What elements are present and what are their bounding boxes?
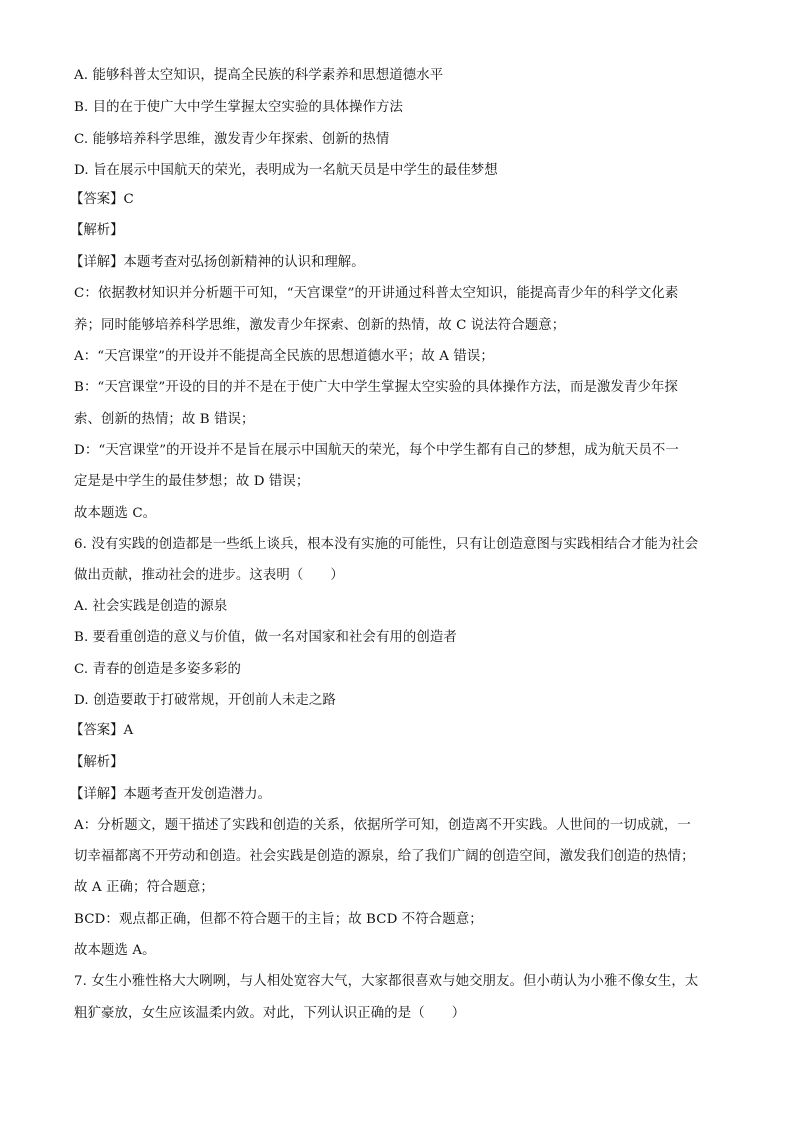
q7-stem-line: 7. 女生小雅性格大大咧咧，与人相处宽容大气，大家都很喜欢与她交朋友。但小萌认为小雅不像女生，太	[74, 974, 699, 989]
q5-conclusion: 故本题选 C。	[74, 506, 157, 521]
q6-stem-line: 6. 没有实践的创造都是一些纸上谈兵，根本没有实施的可能性，只有让创造意图与实践相结合才能为社会	[74, 537, 699, 552]
q6-option-c: C. 青春的创造是多姿多彩的	[74, 662, 241, 677]
q6-explanation-line: BCD：观点都正确，但都不符合题干的主旨；故 BCD 不符合题意；	[74, 912, 483, 927]
q5-explanation-line: C：依据教材知识并分析题干可知，“天宫课堂”的开讲通过科普太空知识，能提高青少年的科学文化素	[74, 286, 679, 301]
q5-explanation-line: B：“天宫课堂”开设的目的并不是在于使广大中学生掌握太空实验的具体操作方法，而是激发青少年探	[74, 380, 678, 395]
q5-option-b: B. 目的在于使广大中学生掌握太空实验的具体操作方法	[74, 100, 403, 115]
q6-option-b: B. 要看重创造的意义与价值，做一名对国家和社会有用的创造者	[74, 630, 457, 645]
q6-option-a: A. 社会实践是创造的源泉	[74, 599, 228, 614]
q7-stem-line: 粗犷豪放，女生应该温柔内敛。对此，下列认识正确的是（ ）	[74, 1006, 466, 1021]
q6-analysis-label: 【解析】	[70, 755, 124, 770]
q6-answer: 【答案】A	[70, 723, 134, 738]
q5-option-a: A. 能够科普太空知识，提高全民族的科学素养和思想道德水平	[74, 68, 444, 83]
q5-detail: 【详解】本题考查对弘扬创新精神的认识和理解。	[70, 255, 365, 270]
q6-detail: 【详解】本题考查开发创造潜力。	[70, 787, 271, 802]
q5-explanation-line: 养；同时能够培养科学思维，激发青少年探索、创新的热情，故 C 说法符合题意；	[74, 318, 566, 333]
q5-explanation-line: 定是是中学生的最佳梦想；故 D 错误；	[74, 474, 310, 489]
q6-explanation-line: 故 A 正确；符合题意；	[74, 880, 214, 895]
q6-explanation-line: A：分析题文，题干描述了实践和创造的关系，依据所学可知，创造离不开实践。人世间的一切成就，一	[74, 818, 691, 833]
q5-explanation-line: D：“天宫课堂”的开设并不是旨在展示中国航天的荣光，每个中学生都有自己的梦想，成为航天员不一	[74, 443, 679, 458]
q5-explanation-line: 索、创新的热情；故 B 错误；	[74, 412, 255, 427]
q6-explanation-line: 切幸福都离不开劳动和创造。社会实践是创造的源泉，给了我们广阔的创造空间，激发我们创造的热情；	[74, 849, 695, 864]
q6-conclusion: 故本题选 A。	[74, 943, 156, 958]
q6-stem-line: 做出贡献，推动社会的进步。这表明（ ）	[74, 568, 344, 583]
q5-explanation-line: A：“天宫课堂”的开设并不能提高全民族的思想道德水平；故 A 错误；	[74, 349, 494, 364]
q5-analysis-label: 【解析】	[70, 223, 124, 238]
q5-option-d: D. 旨在展示中国航天的荣光，表明成为一名航天员是中学生的最佳梦想	[74, 163, 498, 178]
q6-option-d: D. 创造要敢于打破常规，开创前人未走之路	[74, 693, 336, 708]
q5-option-c: C. 能够培养科学思维，激发青少年探索、创新的热情	[74, 132, 390, 147]
q5-answer: 【答案】C	[70, 192, 134, 207]
